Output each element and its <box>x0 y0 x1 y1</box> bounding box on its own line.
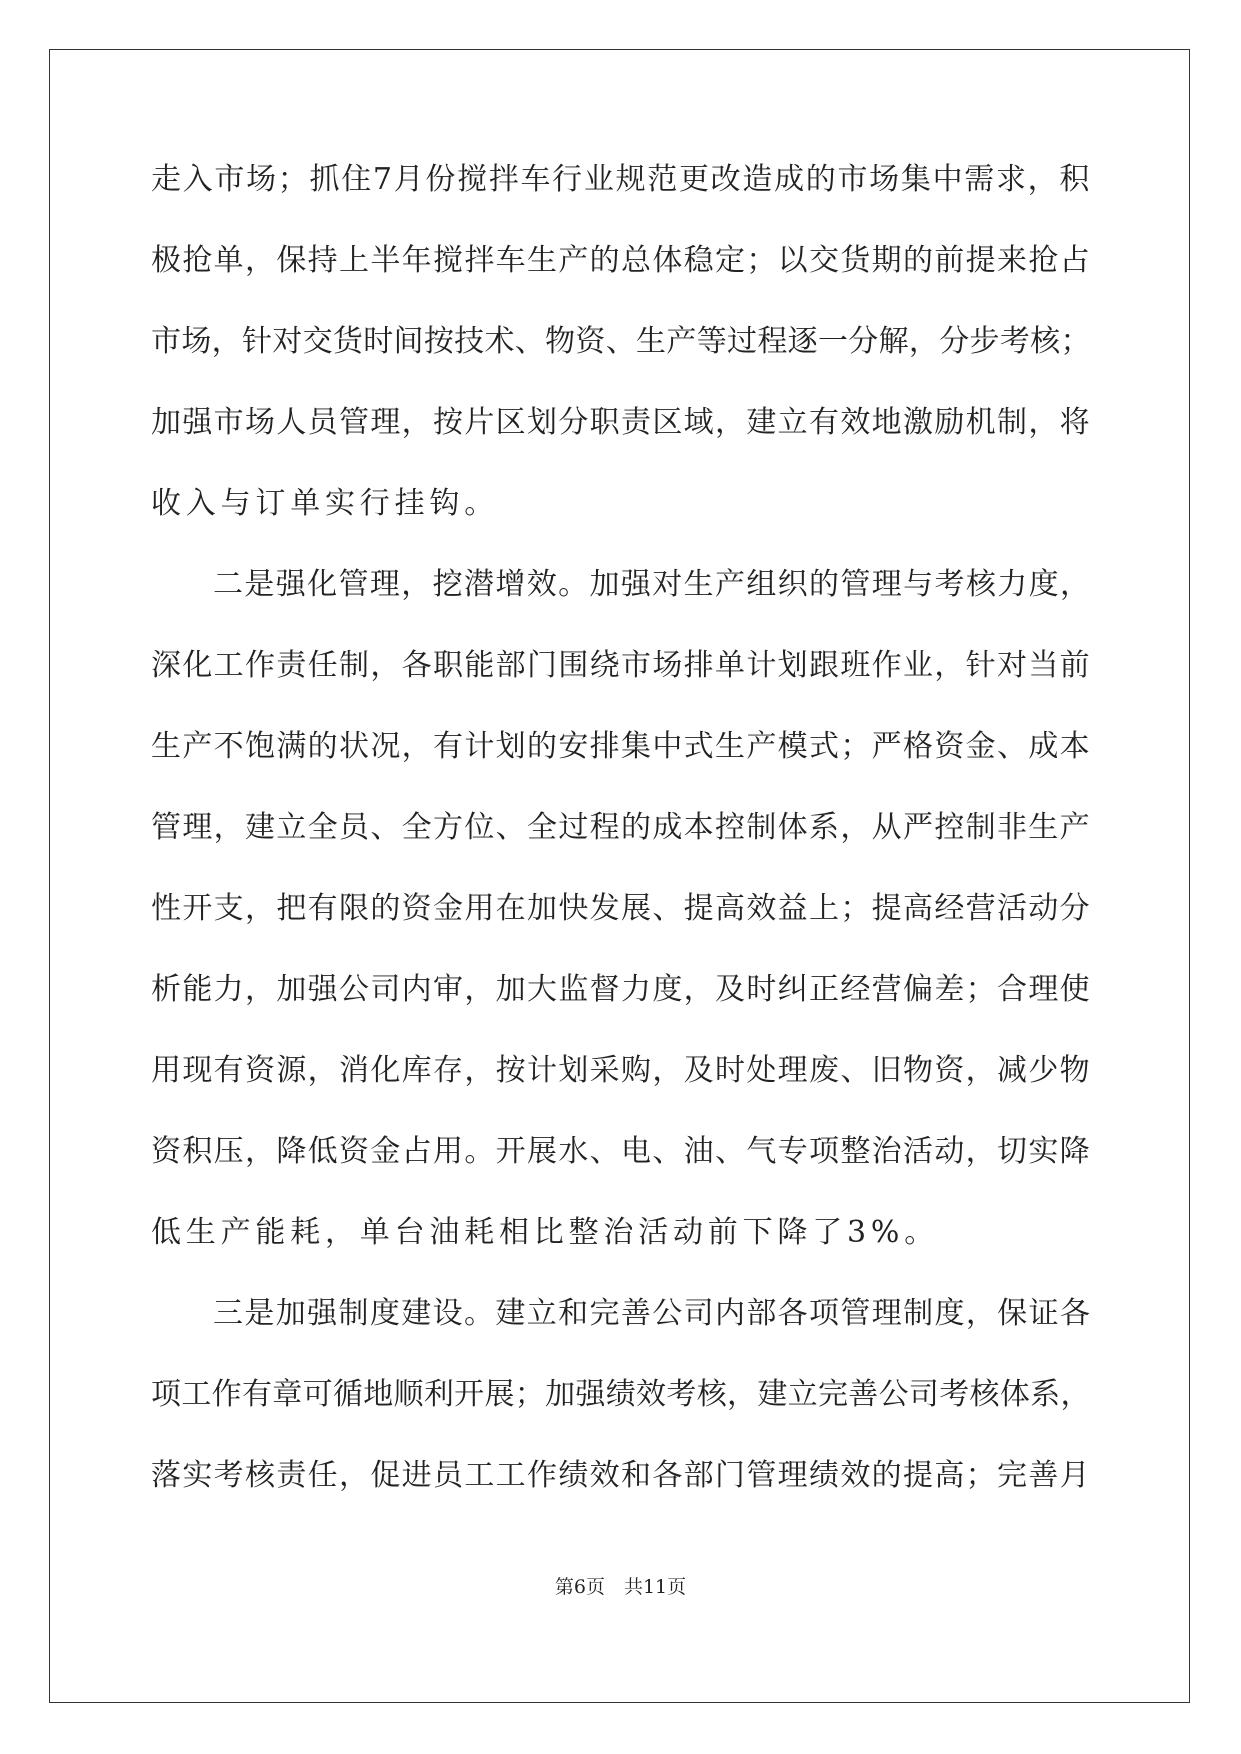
document-body <box>151 160 1091 1537</box>
paragraph-first-line: 二是强化管理，挖潜增效。加强对生产组织的管理与考核力度， <box>213 567 1092 602</box>
text-line: 性开支，把有限的资金用在加快发展、提高效益上；提高经营活动分 <box>151 891 1091 926</box>
text-line: 极抢单，保持上半年搅拌车生产的总体稳定；以交货期的前提来抢占 <box>151 243 1091 278</box>
text-line: 低生产能耗，单台油耗相比整治活动前下降了3%。 <box>151 1215 939 1250</box>
text-line: 走入市场；抓住7月份搅拌车行业规范更改造成的市场集中需求，积 <box>151 162 1092 197</box>
text-line: 生产不饱满的状况，有计划的安排集中式生产模式；严格资金、成本 <box>151 729 1091 764</box>
text-line: 析能力，加强公司内审，加大监督力度，及时纠正经营偏差；合理使 <box>151 972 1091 1007</box>
text-line: 管理，建立全员、全方位、全过程的成本控制体系，从严控制非生产 <box>151 810 1091 845</box>
text-line: 市场，针对交货时间按技术、物资、生产等过程逐一分解，分步考核； <box>151 324 1091 359</box>
text-line: 深化工作责任制，各职能部门围绕市场排单计划跟班作业，针对当前 <box>151 648 1091 683</box>
page-number-footer <box>0 1574 1241 1600</box>
text-line: 资积压，降低资金占用。开展水、电、油、气专项整治活动，切实降 <box>151 1134 1091 1169</box>
text-line: 加强市场人员管理，按片区划分职责区域，建立有效地激励机制，将 <box>151 405 1091 440</box>
text-line: 项工作有章可循地顺利开展；加强绩效考核，建立完善公司考核体系， <box>151 1377 1091 1412</box>
paragraph-first-line: 三是加强制度建设。建立和完善公司内部各项管理制度，保证各 <box>213 1296 1092 1331</box>
text-line: 落实考核责任，促进员工工作绩效和各部门管理绩效的提高；完善月 <box>151 1458 1091 1493</box>
text-line: 收入与订单实行挂钩。 <box>151 486 499 521</box>
text-line: 用现有资源，消化库存，按计划采购，及时处理废、旧物资，减少物 <box>151 1053 1091 1088</box>
page-number-text: 第6页 共11页 <box>554 1576 687 1598</box>
